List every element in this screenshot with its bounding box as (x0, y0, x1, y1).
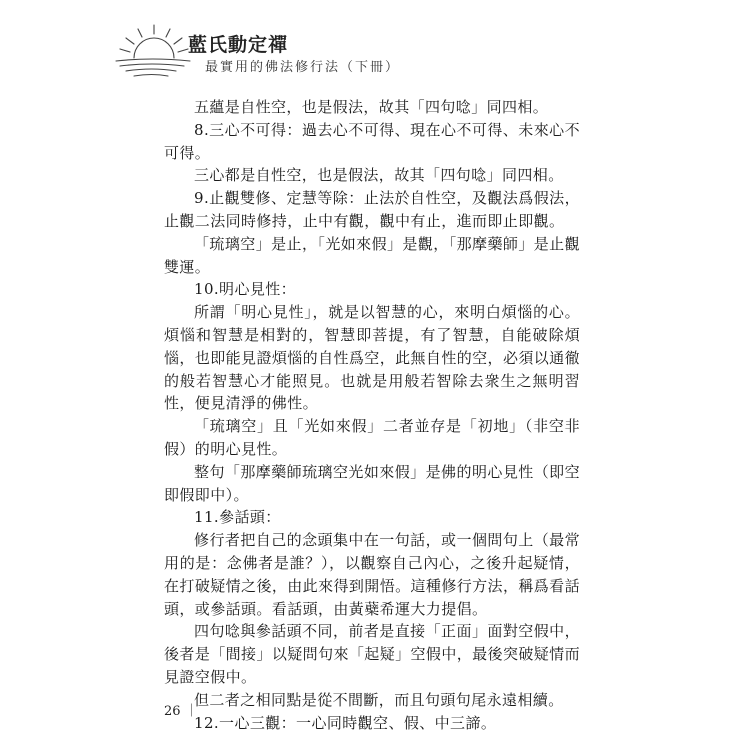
paragraph: 8.三心不可得：過去心不可得、現在心不可得、未來心不可得。 (164, 120, 580, 162)
paragraph: 「琉璃空」且「光如來假」二者並存是「初地」（非空非假）的明心見性。 (164, 417, 580, 458)
page-footer (164, 700, 198, 719)
paragraph: 五蘊是自性空，也是假法，故其「四句唸」同四相。 (194, 98, 549, 116)
paragraph: 所謂「明心見性」，就是以智慧的心，來明白煩惱的心。煩惱和智慧是相對的，智慧即菩提，有了智慧，自能破除煩惱，也即能見證煩惱的自性爲空，此無自性的空，必須以通徹的般若智慧心才能照見。也就是用般若智除去衆生之無明習性，便見清淨的佛性。 (164, 303, 580, 413)
paragraph: 9.止觀雙修、定慧等除：止法於自性空，及觀法爲假法，止觀二法同時修持，止中有觀，觀中有止，進而即止即觀。 (164, 189, 580, 230)
paragraph: 10.明心見性： (194, 280, 297, 299)
paragraph: 「琉璃空」是止，「光如來假」是觀，「那摩藥師」是止觀雙運。 (164, 234, 580, 276)
page-number: 26 (164, 704, 181, 719)
sunrise-logo-icon (112, 22, 192, 78)
paragraph: 但二者之相同點是從不間斷，而且句頭句尾永遠相續。 (194, 690, 564, 709)
paragraph: 11.參話頭： (194, 508, 281, 527)
paragraph: 修行者把自己的念頭集中在一句話，或一個問句上（最常用的是：念佛者是誰？），以觀察自己內心，之後升起疑情，在打破疑情之後，由此來得到開悟。這種修行方法，稱爲看話頭，或參話頭。看話頭，由黃蘗希運大力提倡。 (164, 531, 580, 618)
book-subtitle: 最實用的佛法修行法（下冊） (205, 60, 401, 75)
paragraph: 整句「那摩藥師琉璃空光如來假」是佛的明心見性（即空即假即中）。 (164, 462, 580, 504)
body-text (164, 96, 580, 734)
page-number-divider: ｜ (184, 704, 198, 719)
paragraph: 四句唸與參話頭不同，前者是直接「正面」面對空假中，後者是「間接」以疑問句來「起疑」空假中，最後突破疑情而見證空假中。 (164, 622, 580, 686)
paragraph: 三心都是自性空，也是假法，故其「四句唸」同四相。 (194, 166, 564, 185)
paragraph: 12.一心三觀：一心同時觀空、假、中三諦。 (194, 713, 497, 732)
book-title: 藍氏動定禪 (188, 34, 289, 56)
